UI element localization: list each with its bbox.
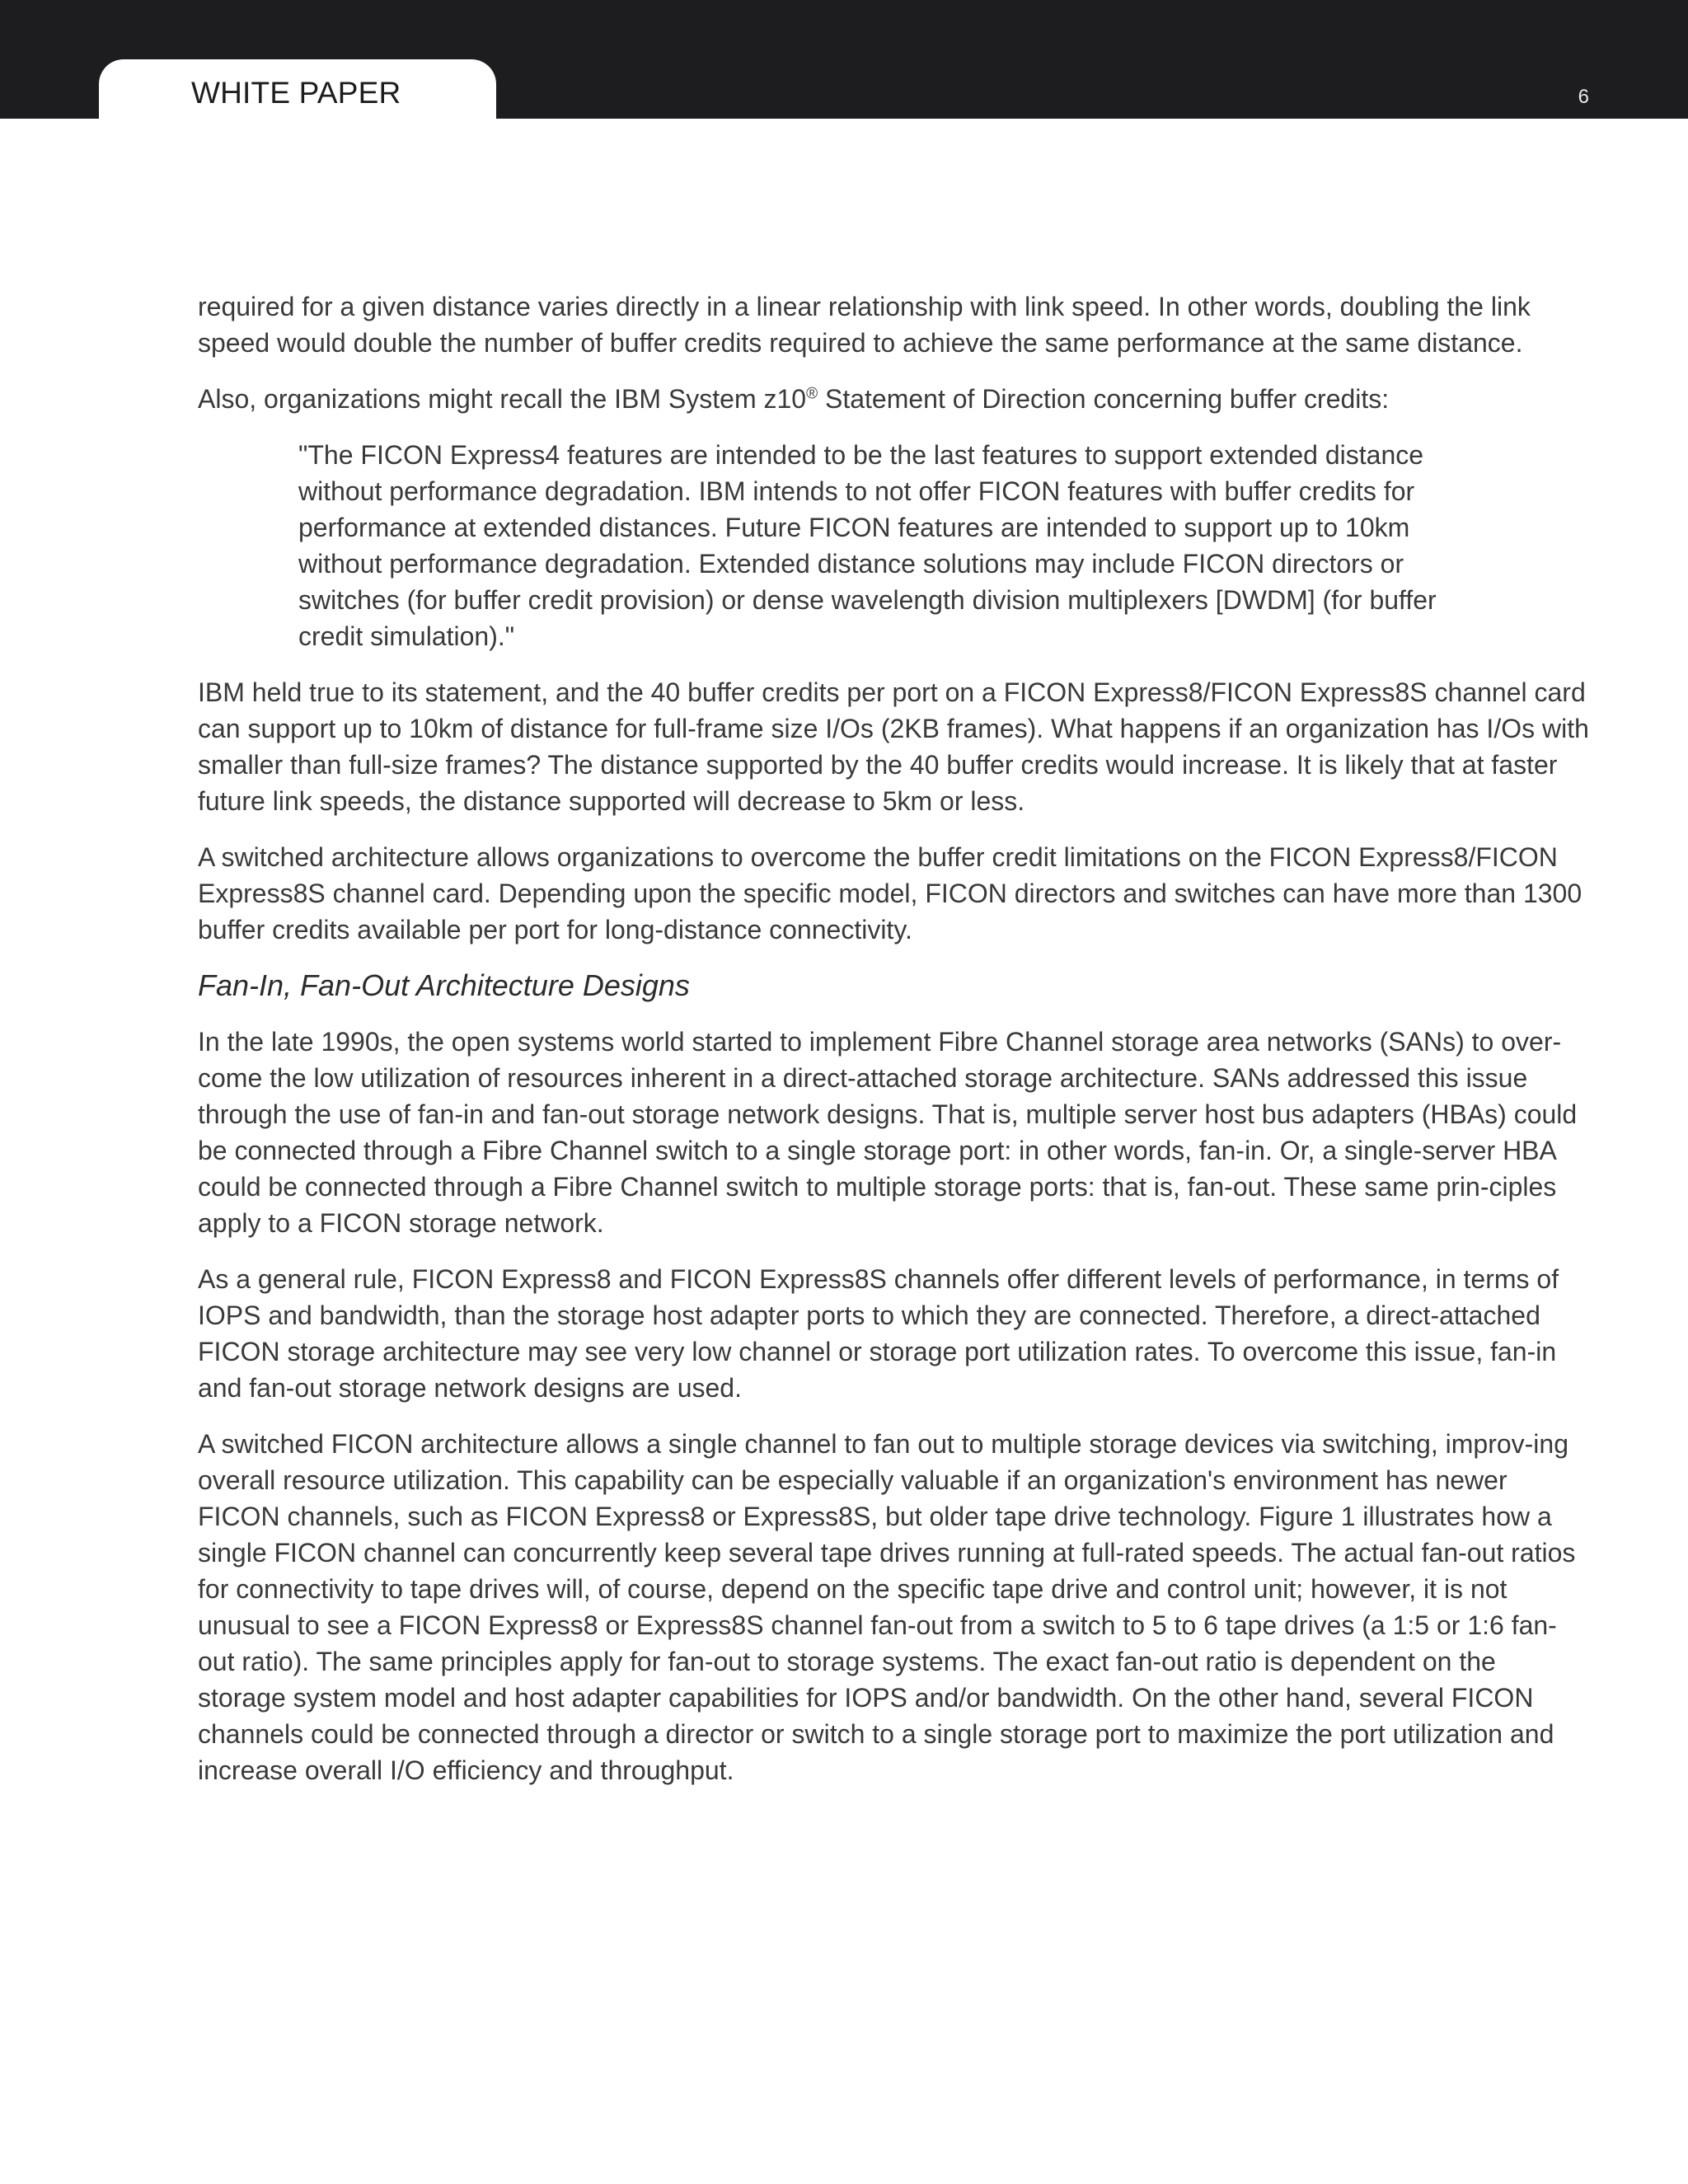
paragraph-fan-out: A switched FICON architecture allows a single channel to fan out to multiple storage devices via switching, improv-ing overall resource utilization. This capability can be especially valuable if an organization's environment has newer FICON channels, such as FICON Express8 or Express8S, but older tape drive technology. Figure 1 illustrates how a single FICON channel can concurrently keep several tape drives running at full-rated speeds. The actual fan-out ratios for connectivity to tape drives will, of course, depend on the specific tape drive and control unit; however, it is not unusual to see a FICON Express8 or Express8S channel fan-out from a switch to 5 to 6 tape drives (a 1:5 or 1:6 fan-out ratio). The same principles apply for fan-out to storage systems. The exact fan-out ratio is dependent on the storage system model and host adapter capabilities for IOPS and/or bandwidth. On the other hand, several FICON channels could be connected through a director or switch to a single storage port to maximize the port utilization and increase overall I/O efficiency and throughput. xyxy=(198,1429,1576,1785)
paragraph-switched-architecture: A switched architecture allows organizations to overcome the buffer credit limitations on the FICON Express8/FICON Express8S channel card. Depending upon the specific model, FICON directors and switches can have more than 1300 buffer credits available per port for long-distance connectivity. xyxy=(198,842,1582,944)
paragraph-general-rule: As a general rule, FICON Express8 and FICON Express8S channels offer different levels of performance, in terms of IOPS and bandwidth, than the storage host adapter ports to which they are connected. Therefore, a direct-attached FICON storage architecture may see very low channel or storage port utilization rates. To overcome this issue, fan-in and fan-out storage network designs are used. xyxy=(198,1264,1559,1403)
statement-intro-text-end: Statement of Direction concerning buffer credits: xyxy=(818,384,1390,414)
header-bar xyxy=(0,0,1688,119)
document-type-label: WHITE PAPER xyxy=(191,76,401,110)
paragraph-statement-intro xyxy=(198,381,1591,417)
statement-intro-text: Also, organizations might recall the IBM System z10 xyxy=(198,384,807,414)
page-body xyxy=(198,288,1591,1808)
paragraph-buffer-credits: IBM held true to its statement, and the 40 buffer credits per port on a FICON Express8/FICON Express8S channel card can support up to 10km of distance for full-frame size I/Os (2KB frames). What happens if an organization has I/Os with smaller than full-size frames? The distance supported by the 40 buffer credits would increase. It is likely that at faster future link speeds, the distance supported will decrease to 5km or less. xyxy=(198,677,1589,816)
paragraph-continuation: required for a given distance varies directly in a linear relationship with link speed. In other words, doubling the link speed would double the number of buffer credits required to achieve the same performance at the same distance. xyxy=(198,292,1531,358)
paragraph-san-history: In the late 1990s, the open systems world started to implement Fibre Channel storage area networks (SANs) to over-come the low utilization of resources inherent in a direct-attached storage architecture. SANs addressed this issue through the use of fan-in and fan-out storage network designs. That is, multiple server host bus adapters (HBAs) could be connected through a Fibre Channel switch to a single storage port: in other words, fan-in. Or, a single-server HBA could be connected through a Fibre Channel switch to multiple storage ports: that is, fan-out. These same prin-ciples apply to a FICON storage network. xyxy=(198,1027,1578,1238)
registered-mark: ® xyxy=(806,385,818,403)
section-heading: Fan-In, Fan-Out Architecture Designs xyxy=(198,968,690,1002)
page-number: 6 xyxy=(1578,86,1589,108)
header-tab xyxy=(99,59,496,119)
ibm-statement-quote: "The FICON Express4 features are intended to be the last features to support extended distance without performance degradation. IBM intends to not offer FICON features with buffer credits for performance at extended distances. Future FICON features are intended to support up to 10km without performance degradation. Extended distance solutions may include FICON directors or switches (for buffer credit provision) or dense wavelength division multiplexers [DWDM] (for buffer credit simulation)." xyxy=(298,440,1437,651)
